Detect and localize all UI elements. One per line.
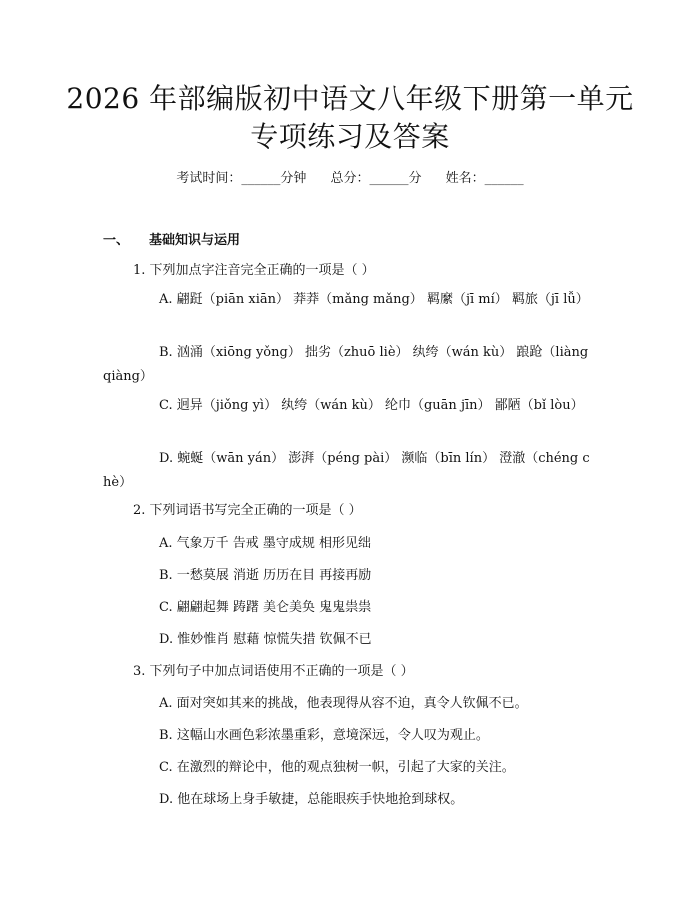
page-title-line2: 专项练习及答案	[250, 120, 450, 153]
question-1-option-d: D. 蜿蜒（wān yán） 澎湃（péng pài） 濒临（bīn lín） 澄澈（chéng chè）	[103, 451, 590, 490]
question-3-option-d: D. 他在球场上身手敏捷，总能眼疾手快地抢到球权。	[159, 792, 464, 807]
question-1-option-a: A. 翩跹（piān xiān） 莽莽（mǎng mǎng） 羁縻（jī mí） 羁旅（jī lǚ）	[159, 292, 589, 307]
question-1-option-b: B. 汹涌（xiōng yǒng） 拙劣（zhuō liè） 纨绔（wán kù） 踉跄（liàng qiàng）	[103, 345, 589, 384]
question-2-option-d: D. 惟妙惟肖 慰藉 惊慌失措 钦佩不已	[159, 632, 372, 647]
exam-time: 考试时间：______分钟	[176, 171, 307, 186]
question-3-stem: 3. 下列句子中加点词语使用不正确的一项是（ ）	[133, 664, 414, 679]
question-3-option-a: A. 面对突如其来的挑战，他表现得从容不迫，真令人钦佩不已。	[159, 696, 528, 711]
question-2-option-b: B. 一愁莫展 消逝 历历在目 再接再励	[159, 568, 372, 583]
question-3-option-b: B. 这幅山水画色彩浓墨重彩，意境深远，令人叹为观止。	[159, 728, 489, 743]
question-2-option-a: A. 气象万千 告戒 墨守成规 相形见绌	[159, 536, 372, 551]
page-title-line1: 2026 年部编版初中语文八年级下册第一单元	[66, 82, 634, 115]
question-2-stem: 2. 下列词语书写完全正确的一项是（ ）	[133, 503, 362, 518]
question-2-option-c: C. 翩翩起舞 踌躇 美仑美奂 鬼鬼祟祟	[159, 600, 372, 615]
question-3-option-c: C. 在激烈的辩论中，他的观点独树一帜，引起了大家的关注。	[159, 760, 515, 775]
question-1-option-c: C. 迥异（jiǒng yì） 纨绔（wán kù） 纶巾（guān jīn） 鄙陋（bǐ lòu）	[159, 398, 584, 413]
section-heading	[103, 232, 240, 250]
exam-score: 总分：______分	[330, 171, 422, 186]
section-number: 一、	[103, 233, 130, 248]
exam-name: 姓名：______	[445, 171, 524, 186]
question-1-stem: 1. 下列加点字注音完全正确的一项是（ ）	[133, 263, 375, 278]
section-title: 基础知识与运用	[149, 233, 241, 248]
exam-meta	[0, 170, 700, 188]
